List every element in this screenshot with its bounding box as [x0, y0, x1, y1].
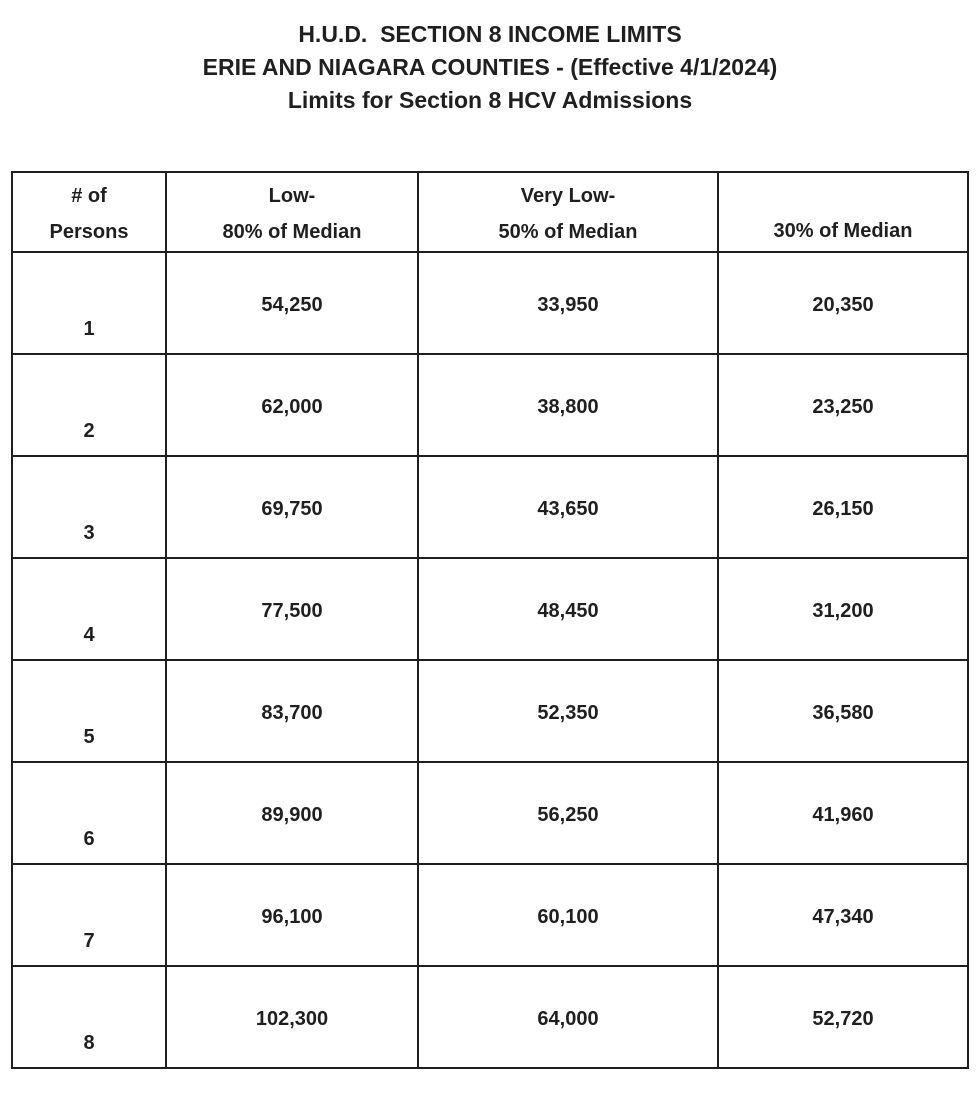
- thirty-value: 36,580: [812, 702, 874, 724]
- header-persons: [12, 172, 166, 252]
- low-value: 96,100: [261, 906, 323, 928]
- persons-value: 7: [83, 930, 95, 952]
- table-row: [12, 864, 968, 966]
- thirty-value: 47,340: [812, 906, 874, 928]
- table-header-row: [12, 172, 968, 252]
- header-thirty: [718, 172, 968, 252]
- low-value: 77,500: [261, 600, 323, 622]
- cell-low: [166, 864, 418, 966]
- table-row: [12, 660, 968, 762]
- cell-very-low: [418, 558, 718, 660]
- thirty-value: 41,960: [812, 804, 874, 826]
- header-very-low-line-2: 50% of Median: [498, 221, 638, 243]
- low-value: 102,300: [255, 1008, 329, 1030]
- cell-very-low: [418, 966, 718, 1068]
- thirty-value: 26,150: [812, 498, 874, 520]
- table-row: [12, 456, 968, 558]
- cell-thirty: [718, 966, 968, 1068]
- table-row: [12, 966, 968, 1068]
- cell-persons: [12, 864, 166, 966]
- header-persons-line-2: Persons: [49, 221, 129, 243]
- header-very-low: [418, 172, 718, 252]
- cell-persons: [12, 966, 166, 1068]
- persons-value: 1: [83, 318, 95, 340]
- cell-thirty: [718, 762, 968, 864]
- very-low-value: 52,350: [537, 702, 599, 724]
- very-low-value: 43,650: [537, 498, 599, 520]
- cell-thirty: [718, 252, 968, 354]
- very-low-value: 56,250: [537, 804, 599, 826]
- table-row: [12, 762, 968, 864]
- title-line-3: Limits for Section 8 HCV Admissions: [287, 87, 693, 113]
- cell-very-low: [418, 660, 718, 762]
- table-row: [12, 252, 968, 354]
- persons-value: 3: [83, 522, 95, 544]
- document-title: [0, 18, 980, 117]
- low-value: 62,000: [261, 396, 323, 418]
- persons-value: 8: [83, 1032, 95, 1054]
- cell-low: [166, 558, 418, 660]
- cell-very-low: [418, 354, 718, 456]
- cell-thirty: [718, 864, 968, 966]
- cell-persons: [12, 354, 166, 456]
- cell-very-low: [418, 252, 718, 354]
- low-value: 69,750: [261, 498, 323, 520]
- header-low-line-1: Low-: [268, 185, 316, 207]
- very-low-value: 48,450: [537, 600, 599, 622]
- cell-thirty: [718, 558, 968, 660]
- low-value: 83,700: [261, 702, 323, 724]
- cell-persons: [12, 762, 166, 864]
- cell-low: [166, 762, 418, 864]
- cell-persons: [12, 456, 166, 558]
- cell-very-low: [418, 864, 718, 966]
- persons-value: 6: [83, 828, 95, 850]
- very-low-value: 33,950: [537, 294, 599, 316]
- persons-value: 4: [83, 624, 95, 646]
- cell-persons: [12, 558, 166, 660]
- cell-low: [166, 966, 418, 1068]
- cell-thirty: [718, 456, 968, 558]
- very-low-value: 64,000: [537, 1008, 599, 1030]
- header-very-low-line-1: Very Low-: [520, 185, 616, 207]
- income-limits-table: [11, 171, 969, 1069]
- cell-low: [166, 456, 418, 558]
- header-thirty-label: 30% of Median: [773, 220, 913, 242]
- thirty-value: 20,350: [812, 294, 874, 316]
- header-persons-line-1: # of: [71, 185, 107, 207]
- cell-very-low: [418, 762, 718, 864]
- persons-value: 5: [83, 726, 95, 748]
- title-line-2: ERIE AND NIAGARA COUNTIES - (Effective 4/1/2024): [202, 54, 778, 80]
- thirty-value: 23,250: [812, 396, 874, 418]
- table-row: [12, 354, 968, 456]
- cell-low: [166, 252, 418, 354]
- thirty-value: 52,720: [812, 1008, 874, 1030]
- cell-low: [166, 354, 418, 456]
- title-line-1: H.U.D. SECTION 8 INCOME LIMITS: [298, 21, 682, 47]
- low-value: 89,900: [261, 804, 323, 826]
- very-low-value: 38,800: [537, 396, 599, 418]
- low-value: 54,250: [261, 294, 323, 316]
- cell-thirty: [718, 660, 968, 762]
- very-low-value: 60,100: [537, 906, 599, 928]
- cell-very-low: [418, 456, 718, 558]
- thirty-value: 31,200: [812, 600, 874, 622]
- header-low: [166, 172, 418, 252]
- persons-value: 2: [83, 420, 95, 442]
- table-row: [12, 558, 968, 660]
- cell-persons: [12, 660, 166, 762]
- cell-thirty: [718, 354, 968, 456]
- cell-low: [166, 660, 418, 762]
- cell-persons: [12, 252, 166, 354]
- header-low-line-2: 80% of Median: [222, 221, 362, 243]
